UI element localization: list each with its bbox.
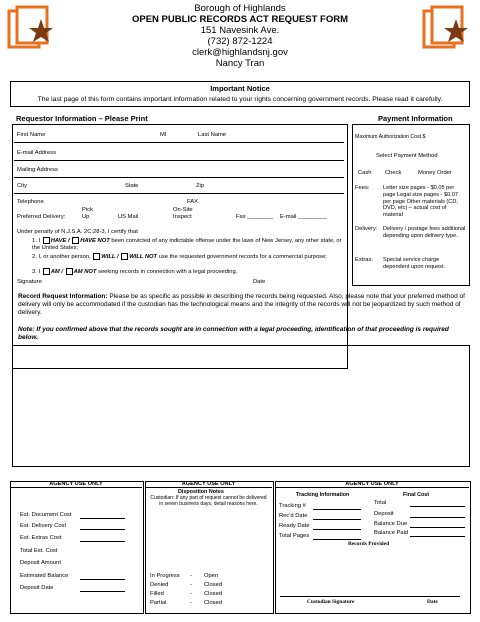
item2-will: WILL / xyxy=(101,254,119,261)
delivery-text: Delivery / postage fees additional depending upon delivery type. xyxy=(383,226,466,239)
deposit-date-label: Deposit Date xyxy=(20,585,54,591)
first-name-label: First Name xyxy=(17,132,46,138)
balance-due-line[interactable] xyxy=(410,527,465,528)
custodian-signature-label: Custodian Signature xyxy=(307,599,355,605)
notice-body: The last page of this form contains important information related to your rights concerning government records. Please read it carefully. xyxy=(37,96,443,103)
mi-label: MI xyxy=(160,132,167,138)
total-est-cost-label: Total Est. Cost xyxy=(20,548,58,554)
deposit-amount-label: Deposit Amount xyxy=(20,560,61,566)
total-pages-line[interactable] xyxy=(313,539,361,540)
notice-title: Important Notice xyxy=(210,84,270,93)
ready-date-label: Ready Date xyxy=(279,523,310,529)
extras-text: Special service charge dependent upon request. xyxy=(383,257,446,270)
estimated-balance-label: Estimated Balance xyxy=(20,573,69,579)
usmail-label: US Mail xyxy=(118,214,139,220)
item3-am: AM / xyxy=(50,269,63,276)
est-extras-cost-line[interactable] xyxy=(80,541,125,542)
checkbox-am-not[interactable] xyxy=(66,268,73,275)
state-label: State xyxy=(125,183,139,189)
tracking-title: Tracking Information xyxy=(296,492,350,498)
money-order-option[interactable]: Money Order xyxy=(418,170,452,176)
final-cost-title: Final Cost xyxy=(403,492,430,498)
estimated-balance-line[interactable] xyxy=(80,579,125,580)
mailing-label: Mailing Address xyxy=(17,167,58,173)
max-auth-label: Maximum Authorization Cost $ xyxy=(355,134,426,140)
agency-use-only-3: AGENCY USE ONLY xyxy=(275,481,469,488)
status-denied[interactable]: Denied xyxy=(150,582,169,588)
line-name[interactable] xyxy=(14,142,344,143)
note-text: If you confirmed above that the records sought are in connection with a legal proceeding, identification of that proceeding is required below. xyxy=(18,326,449,341)
borough-logo-right xyxy=(420,5,470,55)
item2-rest: use the requested government records for a commercial purpose; xyxy=(158,254,327,261)
phone: (732) 872-1224 xyxy=(207,36,273,47)
record-request-text xyxy=(18,293,468,317)
email: clerk@highlandsnj.gov xyxy=(192,47,288,58)
recd-date-label: Rec'd Date xyxy=(279,513,308,519)
fax-delivery-label: Fax ________ xyxy=(236,214,274,220)
onsite-label: On-Site xyxy=(173,207,193,213)
record-request-box[interactable] xyxy=(12,345,470,467)
est-delivery-cost-line[interactable] xyxy=(80,529,125,530)
inspect-label: Inspect xyxy=(173,214,192,220)
custodian-signature-line[interactable] xyxy=(280,596,460,597)
record-request-label: Record Request Information: xyxy=(18,293,108,300)
zip-label: Zip xyxy=(196,183,205,189)
record-request-note xyxy=(18,326,468,342)
checkbox-will-not[interactable] xyxy=(121,253,128,260)
telephone-label: Telephone xyxy=(17,199,44,205)
status-filled[interactable]: Filled xyxy=(150,591,164,597)
item3-prefix: 3. I xyxy=(32,269,41,276)
item1-rest: been convicted of any indictable offense under the laws of New Jersey, any other state, or the United States; xyxy=(32,238,342,252)
checkbox-have[interactable] xyxy=(43,237,50,244)
status-in-progress[interactable]: In Progress xyxy=(150,573,180,579)
item1-have-not: HAVE NOT xyxy=(80,238,110,245)
custodian-date-label: Date xyxy=(427,599,438,605)
item3-rest: seeking records in connection with a legal proceeding. xyxy=(98,269,238,276)
est-extras-cost-label: Est. Extras Cost xyxy=(20,535,62,541)
penalty-text: Under penalty of N.J.S.A. 2C:28-3, I certify that xyxy=(17,229,138,235)
final-deposit-label: Deposit xyxy=(374,511,394,517)
status-partial[interactable]: Partial xyxy=(150,600,167,606)
signature-label: Signature xyxy=(17,279,42,285)
email-label: E-mail Address xyxy=(17,150,56,156)
extras-label: Extras: xyxy=(355,257,374,263)
select-payment-label: Select Payment Method xyxy=(376,153,438,159)
checkbox-have-not[interactable] xyxy=(72,237,79,244)
fees-text: Letter size pages - $0.05 per page Legal size pages - $0.07 per page Other materials (CD, DVD, etc) – actual cost of material xyxy=(383,185,458,219)
item1-prefix: 1. I xyxy=(32,238,41,245)
recd-date-line[interactable] xyxy=(313,519,361,520)
status-closed-2: Closed xyxy=(204,591,223,597)
est-document-cost-label: Est. Document Cost xyxy=(20,512,72,518)
date-label: Date xyxy=(253,279,266,285)
borough-logo-left xyxy=(5,5,55,55)
note-label: Note: xyxy=(18,326,35,333)
final-total-label: Total xyxy=(374,500,387,506)
balance-paid-label: Balance Paid xyxy=(374,530,409,536)
deposit-date-line[interactable] xyxy=(80,591,125,592)
header-block xyxy=(110,3,370,69)
item2-prefix: 2. I, or another person, xyxy=(32,254,91,261)
important-notice xyxy=(10,81,470,107)
email-delivery-label: E-mail _________ xyxy=(280,214,328,220)
agency-box-3 xyxy=(275,481,471,614)
est-document-cost-line[interactable] xyxy=(80,518,125,519)
requestor-heading: Requestor Information – Please Print xyxy=(16,114,148,123)
form-title: OPEN PUBLIC RECORDS ACT REQUEST FORM xyxy=(131,14,349,25)
records-provided-label: Records Provided xyxy=(348,541,390,547)
cert-item-2 xyxy=(32,253,342,261)
pick-label: Pick xyxy=(82,207,93,213)
line-mailing[interactable] xyxy=(14,177,344,178)
status-dash-4: - xyxy=(190,600,192,606)
line-email[interactable] xyxy=(14,160,344,161)
status-dash-1: - xyxy=(190,573,192,579)
checkbox-am[interactable] xyxy=(43,268,50,275)
last-name-label: Last Name xyxy=(198,132,227,138)
balance-due-label: Balance Due xyxy=(374,521,408,527)
preferred-delivery-label: Preferred Delivery: xyxy=(17,214,66,220)
ready-date-line[interactable] xyxy=(313,529,361,530)
cert-item-1 xyxy=(32,237,342,252)
address: 151 Navesink Ave. xyxy=(200,25,280,36)
agency-use-only-2: AGENCY USE ONLY xyxy=(145,481,272,488)
check-option[interactable]: Check xyxy=(385,170,402,176)
final-total-line[interactable] xyxy=(410,506,465,507)
final-deposit-line[interactable] xyxy=(410,517,465,518)
borough-name: Borough of Highlands xyxy=(194,3,286,14)
cert-item-3 xyxy=(32,268,342,276)
tracking-number-line[interactable] xyxy=(313,509,361,510)
item3-am-not: AM NOT xyxy=(73,269,97,276)
balance-paid-line[interactable] xyxy=(410,536,465,537)
payment-heading: Payment Information xyxy=(378,114,453,123)
item2-will-not: WILL NOT xyxy=(129,254,158,261)
est-delivery-cost-label: Est. Delivery Cost xyxy=(20,523,67,529)
city-label: City xyxy=(17,183,27,189)
up-label: Up xyxy=(82,214,90,220)
cash-option[interactable]: Cash xyxy=(358,170,372,176)
total-pages-label: Total Pages xyxy=(279,533,310,539)
disposition-title: Disposition Notes xyxy=(178,489,224,495)
item1-have: HAVE / xyxy=(50,238,70,245)
agency-use-only-1: AGENCY USE ONLY xyxy=(10,481,142,488)
status-closed-1: Closed xyxy=(204,582,223,588)
record-request-body: Please be as specific as possible in describing the records being requested. Also, please note that your preferred method of delivery will only be accommodated if the custodian has the technological means and the integrity of the records will not be jeopardized by such method of delivery. xyxy=(18,293,465,316)
fax-label: FAX xyxy=(187,199,198,205)
delivery-label: Delivery: xyxy=(355,226,378,232)
clerk-name: Nancy Tran xyxy=(215,58,265,69)
status-open: Open xyxy=(204,573,219,579)
tracking-number-label: Tracking # xyxy=(279,503,306,509)
checkbox-will[interactable] xyxy=(93,253,100,260)
disposition-text: Custodian: If any part of request cannot be delivered in seven business days, detail reasons here. xyxy=(150,495,267,507)
status-closed-3: Closed xyxy=(204,600,223,606)
status-dash-3: - xyxy=(190,591,192,597)
line-city[interactable] xyxy=(14,193,344,194)
status-dash-2: - xyxy=(190,582,192,588)
fees-label: Fees: xyxy=(355,185,370,191)
